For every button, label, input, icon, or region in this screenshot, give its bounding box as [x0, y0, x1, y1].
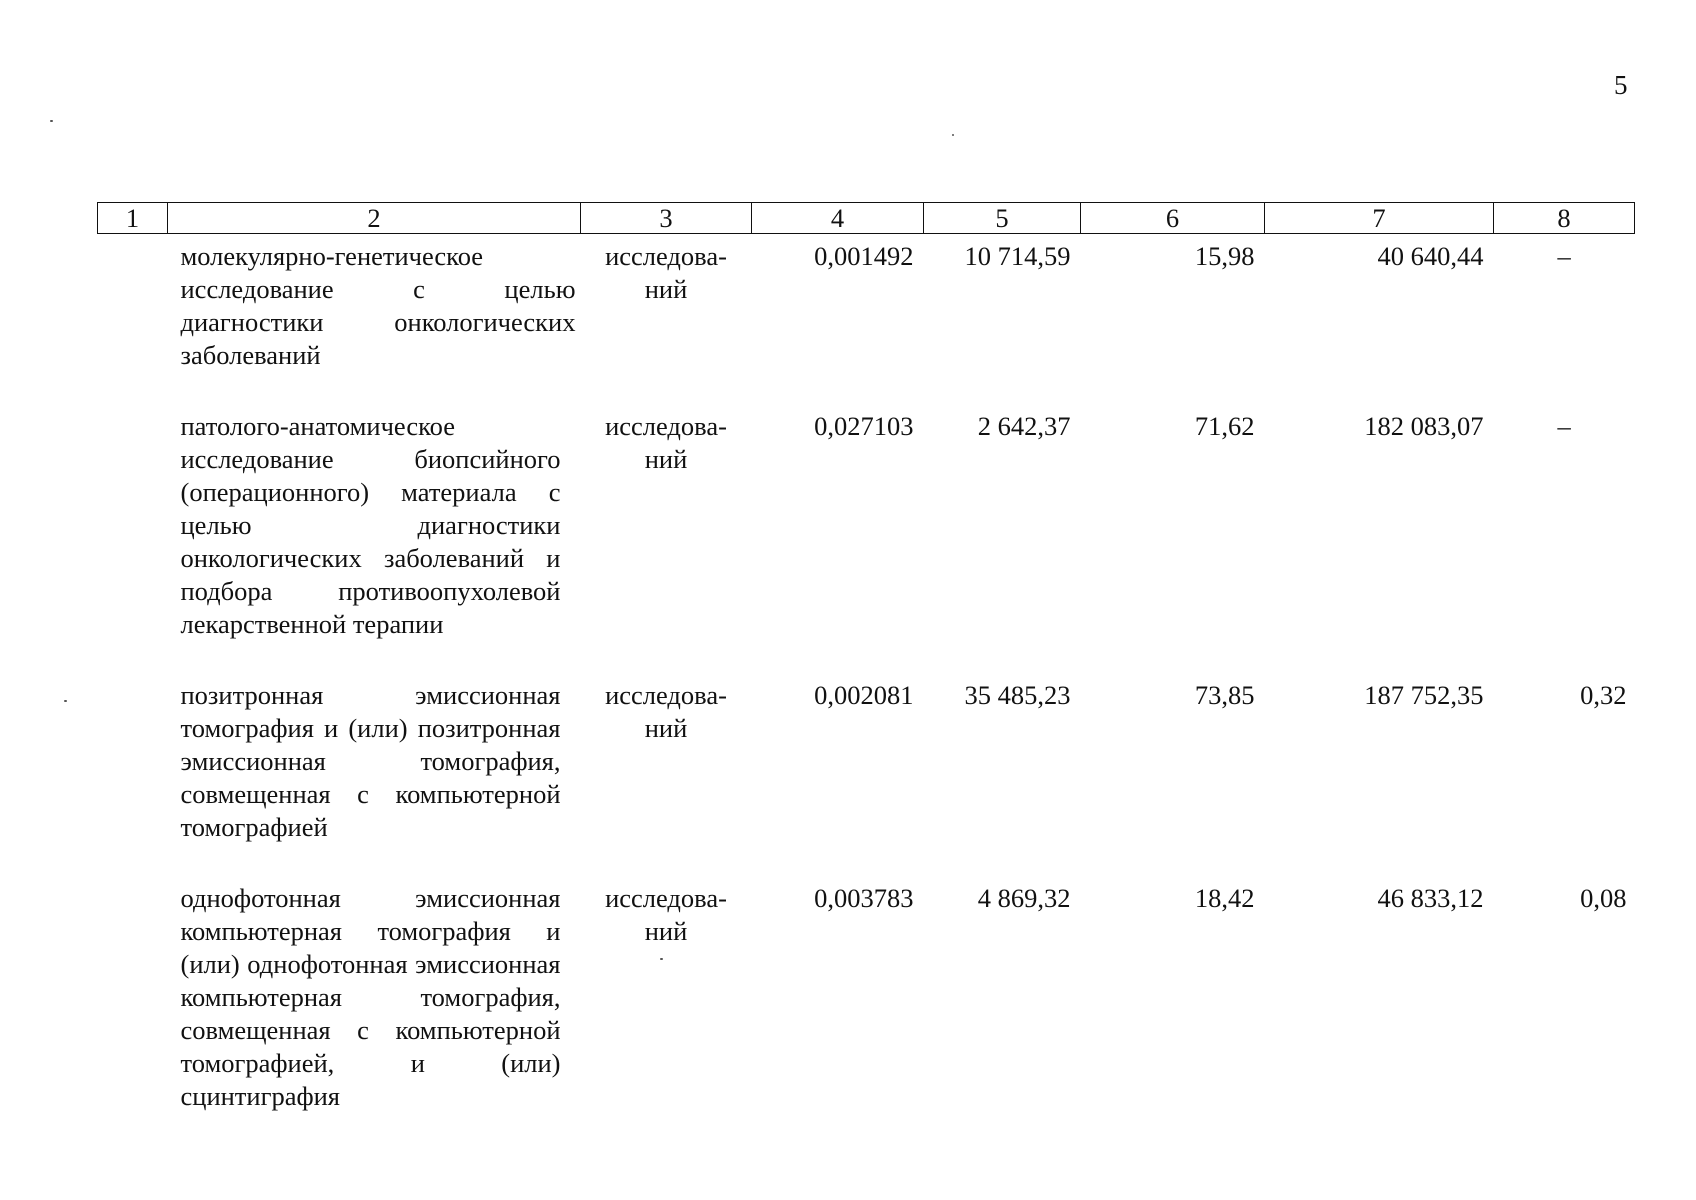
unit-line-2: ний [644, 274, 688, 304]
table-row [98, 404, 1635, 673]
unit-cell [581, 673, 752, 876]
unit-line-1: исследова- [605, 411, 727, 441]
table-row [98, 673, 1635, 876]
value-col-4: 0,027103 [814, 411, 914, 441]
data-table [97, 202, 1635, 1145]
value-col-7: 40 640,44 [1377, 241, 1484, 271]
unit-line-2: ний [644, 916, 688, 946]
value-col-6: 71,62 [1194, 411, 1255, 441]
value-col-8: – [1557, 411, 1571, 441]
value-col-5: 2 642,37 [977, 411, 1071, 441]
scan-speck [50, 120, 53, 122]
unit-line-2: ний [644, 444, 688, 474]
unit-cell [581, 876, 752, 1145]
column-header-2: 2 [168, 203, 581, 234]
value-col-5: 4 869,32 [977, 883, 1071, 913]
service-name-text: позитронная эмиссионная томография и (или) позитронная эмиссионная томография, совмещенная с компьютерной томографией [180, 680, 561, 842]
column-header-7: 7 [1265, 203, 1494, 234]
column-header-4: 4 [752, 203, 924, 234]
value-col-6: 15,98 [1194, 241, 1255, 271]
value-col-6: 73,85 [1194, 680, 1255, 710]
service-name-text: патолого-анатомическое исследование биопсийного (операционного) материала с целью диагностики онкологических заболеваний и подбора противоопухолевой лекарственной терапии [180, 411, 561, 639]
value-col-7: 46 833,12 [1377, 883, 1484, 913]
column-header-5: 5 [924, 203, 1081, 234]
column-header-8: 8 [1494, 203, 1635, 234]
table-header-row [98, 203, 1635, 234]
unit-line-1: исследова- [605, 883, 727, 913]
unit-cell [581, 404, 752, 673]
table-row [98, 234, 1635, 405]
unit-line-1: исследова- [605, 241, 727, 271]
page-number: 5 [1614, 70, 1628, 100]
value-col-4: 0,002081 [814, 680, 914, 710]
service-name-text: молекулярно-генетическое исследование с целью диагностики онкологических заболеваний [180, 241, 576, 370]
value-col-8: – [1557, 241, 1571, 271]
value-col-7: 187 752,35 [1364, 680, 1484, 710]
scan-speck [660, 958, 663, 960]
unit-line-1: исследова- [605, 680, 727, 710]
table-row [98, 876, 1635, 1145]
value-col-8: 0,08 [1580, 883, 1627, 913]
service-name [98, 673, 581, 876]
value-col-6: 18,42 [1194, 883, 1255, 913]
column-header-6: 6 [1081, 203, 1265, 234]
service-name [98, 876, 581, 1145]
value-col-4: 0,003783 [814, 883, 914, 913]
service-name-text: однофотонная эмиссионная компьютерная томография и (или) однофотонная эмиссионная компьютерная томография, совмещенная с компьютерной томографией, и (или) сцинтиграфия [180, 883, 561, 1111]
service-name [98, 404, 581, 673]
value-col-8: 0,32 [1580, 680, 1627, 710]
unit-line-2: ний [644, 713, 688, 743]
scan-speck [952, 134, 954, 136]
value-col-7: 182 083,07 [1364, 411, 1484, 441]
scan-speck [64, 700, 67, 702]
value-col-5: 10 714,59 [964, 241, 1071, 271]
unit-cell [581, 234, 752, 405]
value-col-5: 35 485,23 [964, 680, 1071, 710]
value-col-4: 0,001492 [814, 241, 914, 271]
service-name [98, 234, 581, 405]
column-header-1: 1 [98, 203, 168, 234]
column-header-3: 3 [581, 203, 752, 234]
